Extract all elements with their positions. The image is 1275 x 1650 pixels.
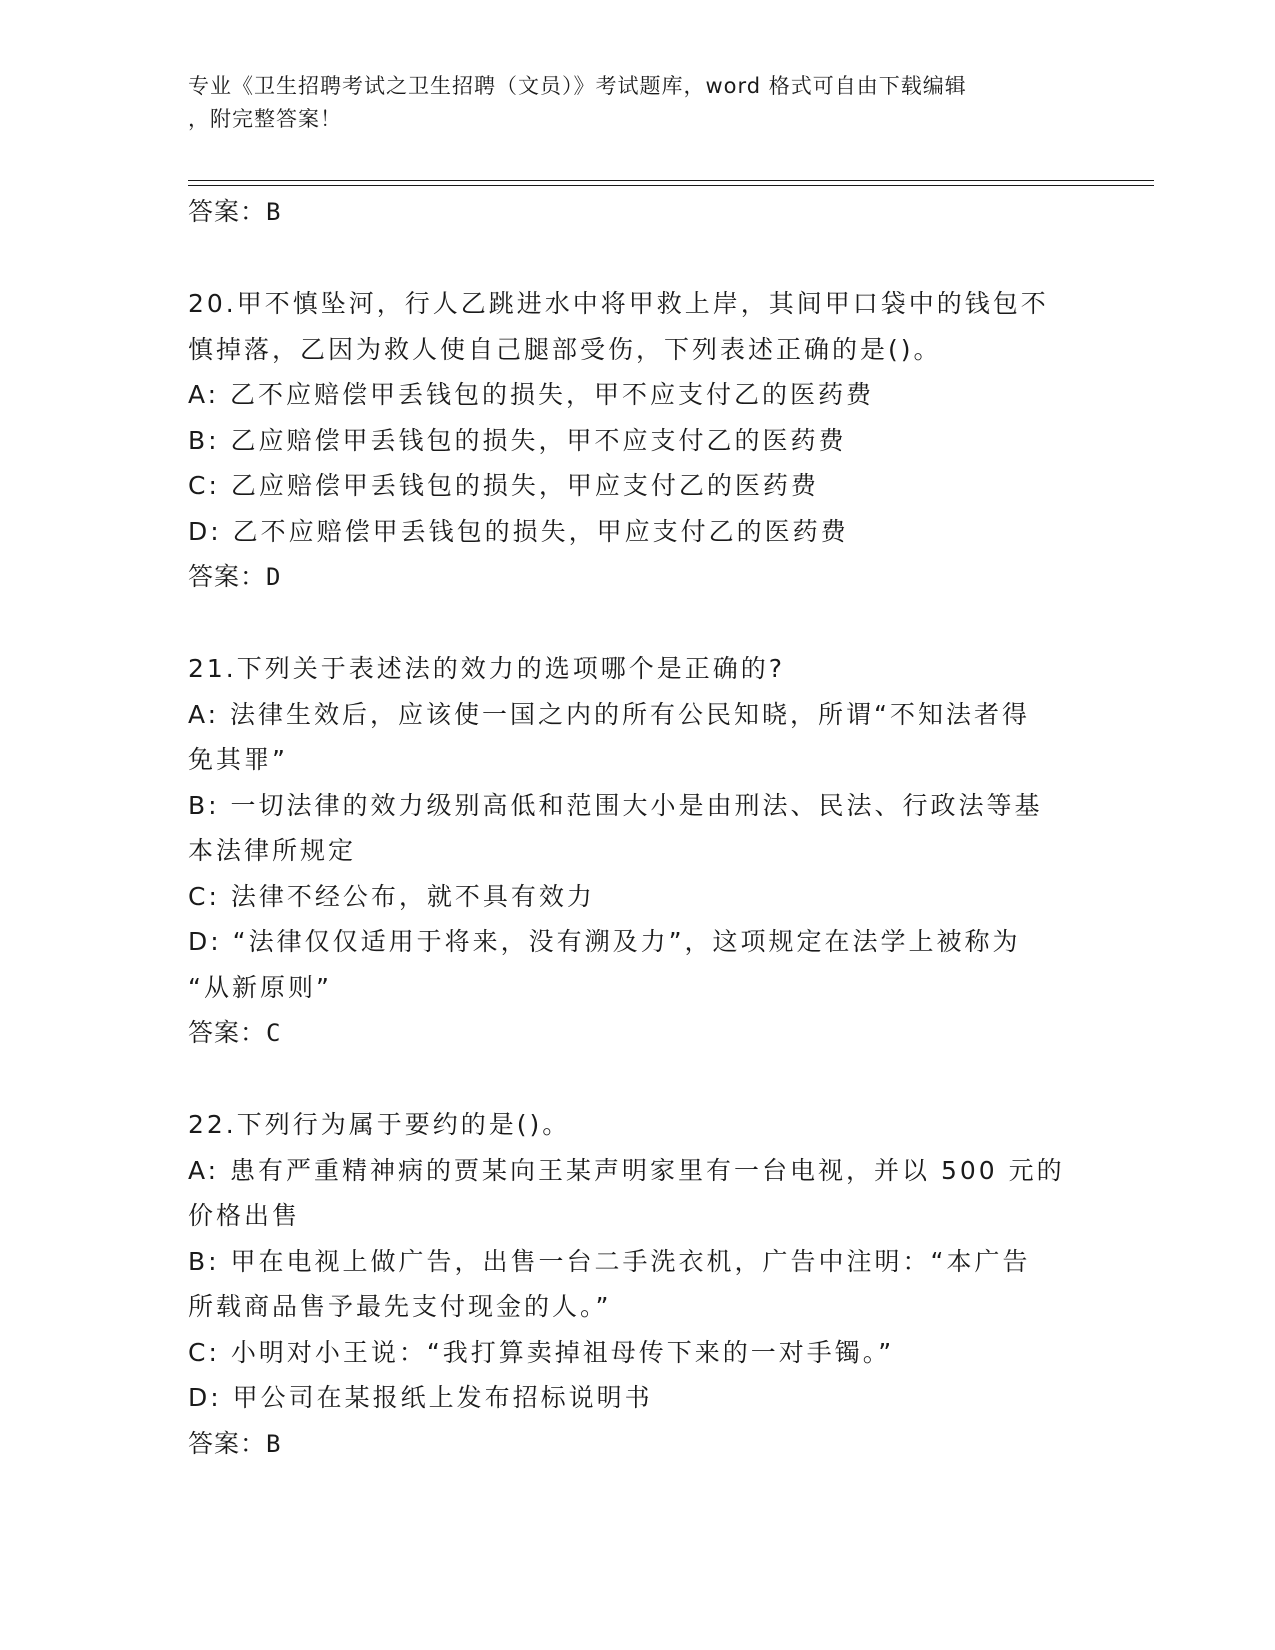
question-stem-line: 22.下列行为属于要约的是()。 [188,1110,571,1139]
header-line-1: 专业《卫生招聘考试之卫生招聘（文员）》考试题库，word 格式可自由下载编辑 [188,74,967,98]
answer-value: D [266,563,282,591]
answer-line [188,554,1083,601]
option-line: C: 乙应赔偿甲丢钱包的损失，甲应支付乙的医药费 [188,471,819,500]
answer-line [188,1010,1083,1057]
header-line-2: ，附完整答案！ [188,107,342,131]
question-stem-line: 21.下列关于表述法的效力的选项哪个是正确的? [188,654,786,683]
answer-label: 答案： [188,562,267,591]
answer-line [188,189,1083,236]
option-line: D: 甲公司在某报纸上发布招标说明书 [188,1383,653,1412]
option-line: B: 甲在电视上做广告，出售一台二手洗衣机，广告中注明：“本广告 [188,1246,1031,1276]
option-line: D: 乙不应赔偿甲丢钱包的损失，甲应支付乙的医药费 [188,516,849,546]
option-line: 免其罪” [188,745,288,774]
option-line: “从新原则” [188,972,332,1002]
answer-value: C [266,1019,282,1047]
answer-value: B [266,1429,282,1458]
option-line: B: 乙应赔偿甲丢钱包的损失，甲不应支付乙的医药费 [188,425,847,455]
answer-label: 答案： [188,1428,267,1458]
option-line: 价格出售 [188,1201,301,1230]
option-line: D: “法律仅仅适用于将来，没有溯及力”，这项规定在法学上被称为 [188,927,1021,956]
option-line: 所载商品售予最先支付现金的人。” [188,1292,612,1321]
header-divider-bottom [188,185,1154,186]
question-stem-line: 20.甲不慎坠河，行人乙跳进水中将甲救上岸，其间甲口袋中的钱包不 [188,289,1049,318]
option-line: A: 乙不应赔偿甲丢钱包的损失，甲不应支付乙的医药费 [188,380,875,409]
question-stem-line: 慎掉落，乙因为救人使自己腿部受伤，下列表述正确的是()。 [188,334,942,364]
answer-label: 答案： [188,1018,267,1047]
spacer [188,601,1083,647]
answer-value: B [266,198,282,226]
option-line: 本法律所规定 [188,836,357,865]
spacer [188,1057,1083,1103]
answer-label: 答案： [188,197,267,226]
question-block [188,281,1083,601]
spacer [188,236,1083,282]
document-body [188,189,1083,1467]
option-line: C: 小明对小王说：“我打算卖掉祖母传下来的一对手镯。” [188,1337,895,1367]
question-block [188,1102,1083,1467]
document-header [188,70,1088,136]
question-block [188,646,1083,1057]
option-line: A: 法律生效后，应该使一国之内的所有公民知晓，所谓“不知法者得 [188,699,1030,729]
option-line: A: 患有严重精神病的贾某向王某声明家里有一台电视，并以 500 元的 [188,1155,1065,1185]
option-line: C: 法律不经公布，就不具有效力 [188,881,595,911]
option-line: B: 一切法律的效力级别高低和范围大小是由刑法、民法、行政法等基 [188,790,1043,820]
header-divider-top [188,180,1154,181]
answer-line [188,1421,1083,1468]
